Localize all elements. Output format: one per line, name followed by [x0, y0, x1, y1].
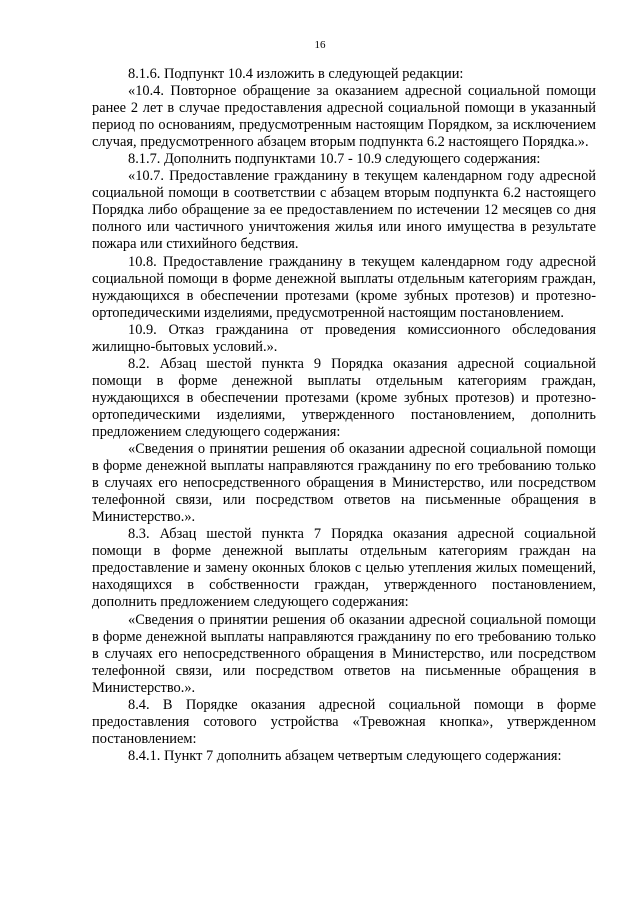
- paragraph-10-9: 10.9. Отказ гражданина от проведения комиссионного обследования жилищно-бытовых условий.».: [92, 321, 596, 355]
- document-body: [92, 66, 596, 765]
- paragraph-8-4: 8.4. В Порядке оказания адресной социальной помощи в форме предоставления сотового устройства «Тревожная кнопка», утвержденном постановлением:: [92, 696, 596, 747]
- paragraph-10-4-quote: «10.4. Повторное обращение за оказанием адресной социальной помощи ранее 2 лет в случае предоставления адресной социальной помощи в указанный период по основаниям, предусмотренным настоящим Порядком, за исключением случая, предусмотренного абзацем вторым подпункта 6.2 настоящего Порядка.».: [92, 83, 596, 151]
- paragraph-8-3: 8.3. Абзац шестой пункта 7 Порядка оказания адресной социальной помощи в форме денежной выплаты отдельным категориям граждан на предоставление и замену оконных блоков с целью утепления жилых помещений, находящихся в собственности граждан, утвержденного постановлением, дополнить предложением следующего содержания:: [92, 526, 596, 611]
- paragraph-10-8: 10.8. Предоставление гражданину в текущем календарном году адресной социальной помощи в форме денежной выплаты отдельным категориям граждан, нуждающихся в обеспечении протезами (кроме зубных протезов) и протезно-ортопедическими изделиями, предусмотренной настоящим постановлением.: [92, 253, 596, 321]
- paragraph-8-4-1: 8.4.1. Пункт 7 дополнить абзацем четвертым следующего содержания:: [128, 747, 562, 764]
- paragraph-8-1-6: 8.1.6. Подпункт 10.4 изложить в следующей редакции:: [128, 66, 464, 82]
- page-number: 16: [314, 39, 326, 51]
- paragraph-8-1-7: 8.1.7. Дополнить подпунктами 10.7 - 10.9 следующего содержания:: [128, 151, 541, 168]
- paragraph-10-7: «10.7. Предоставление гражданину в текущем календарном году адресной социальной помощи в соответствии с абзацем вторым подпункта 6.2 настоящего Порядка либо обращение за ее предоставлением по истечении 12 месяцев со дня полного или частичного уничтожения жилья или иного имущества в результате пожара или стихийного бедствия.: [92, 168, 596, 253]
- paragraph-8-3-quote: «Сведения о принятии решения об оказании адресной социальной помощи в форме денежной выплаты направляются гражданину по его требованию только в случаях его непосредственного обращения в Министерство, или посредством телефонной связи, или посредством ответов на письменные обращения в Министерство.».: [92, 611, 596, 696]
- paragraph-8-2-quote: «Сведения о принятии решения об оказании адресной социальной помощи в форме денежной выплаты направляются гражданину по его требованию только в случаях его непосредственного обращения в Министерство, или посредством телефонной связи, или посредством ответов на письменные обращения в Министерство.».: [92, 441, 596, 526]
- paragraph-8-2: 8.2. Абзац шестой пункта 9 Порядка оказания адресной социальной помощи в форме денежной выплаты отдельным категориям граждан, нуждающихся в обеспечении протезами (кроме зубных протезов) и протезно-ортопедическими изделиями, утвержденного постановлением, дополнить предложением следующего содержания:: [92, 355, 596, 440]
